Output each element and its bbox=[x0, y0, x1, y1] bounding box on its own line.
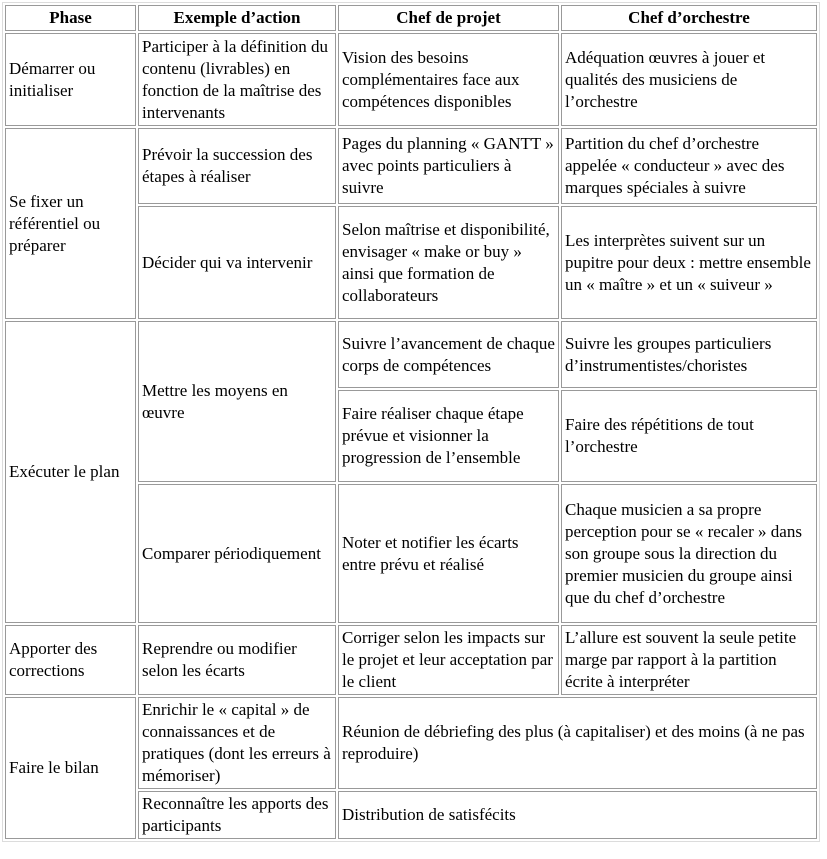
cell-merged-distribution-satisfecits: Distribution de satisfécits bbox=[338, 791, 817, 839]
cell-orchestre-interpretes-pupitre: Les interprètes suivent sur un pupitre pour deux : mettre ensemble un « maître » et un « suiveur » bbox=[561, 206, 817, 319]
header-cell-chef-d-orchestre: Chef d’orchestre bbox=[561, 5, 817, 31]
cell-projet-faire-realiser-etape: Faire réaliser chaque étape prévue et visionner la progression de l’ensemble bbox=[338, 390, 559, 482]
table-row bbox=[5, 33, 817, 126]
cell-action-reprendre-modifier: Reprendre ou modifier selon les écarts bbox=[138, 625, 336, 695]
table-row bbox=[5, 697, 817, 789]
cell-orchestre-repetitions-orchestre: Faire des répétitions de tout l’orchestre bbox=[561, 390, 817, 482]
phase-comparison-table bbox=[2, 2, 820, 842]
cell-projet-noter-notifier-ecarts: Noter et notifier les écarts entre prévu et réalisé bbox=[338, 484, 559, 623]
cell-projet-pages-planning-gantt: Pages du planning « GANTT » avec points particuliers à suivre bbox=[338, 128, 559, 204]
cell-projet-selon-maitrise: Selon maîtrise et disponibilité, envisager « make or buy » ainsi que formation de collaborateurs bbox=[338, 206, 559, 319]
cell-projet-suivre-avancement: Suivre l’avancement de chaque corps de compétences bbox=[338, 321, 559, 388]
cell-action-enrichir-capital: Enrichir le « capital » de connaissances et de pratiques (dont les erreurs à mémoriser) bbox=[138, 697, 336, 789]
header-row bbox=[5, 5, 817, 31]
cell-action-participer-definition: Participer à la définition du contenu (livrables) en fonction de la maîtrise des intervenants bbox=[138, 33, 336, 126]
cell-orchestre-suivre-groupes: Suivre les groupes particuliers d’instrumentistes/choristes bbox=[561, 321, 817, 388]
cell-action-prevoir-succession: Prévoir la succession des étapes à réaliser bbox=[138, 128, 336, 204]
cell-merged-reunion-debriefing: Réunion de débriefing des plus (à capitaliser) et des moins (à ne pas reproduire) bbox=[338, 697, 817, 789]
header-cell-exemple-action: Exemple d’action bbox=[138, 5, 336, 31]
table-row bbox=[5, 128, 817, 204]
cell-action-decider-intervenir: Décider qui va intervenir bbox=[138, 206, 336, 319]
cell-projet-corriger-impacts: Corriger selon les impacts sur le projet et leur acceptation par le client bbox=[338, 625, 559, 695]
cell-phase-faire-bilan: Faire le bilan bbox=[5, 697, 136, 839]
cell-orchestre-partition-conducteur: Partition du chef d’orchestre appelée « conducteur » avec des marques spéciales à suivre bbox=[561, 128, 817, 204]
cell-phase-se-fixer-referentiel: Se fixer un référentiel ou préparer bbox=[5, 128, 136, 319]
cell-projet-vision-besoins: Vision des besoins complémentaires face aux compétences disponibles bbox=[338, 33, 559, 126]
cell-action-mettre-moyens-oeuvre: Mettre les moyens en œuvre bbox=[138, 321, 336, 482]
cell-orchestre-chaque-musicien-recaler: Chaque musicien a sa propre perception pour se « recaler » dans son groupe sous la direction du premier musicien du groupe ainsi que du chef d’orchestre bbox=[561, 484, 817, 623]
cell-orchestre-adequation-oeuvres: Adéquation œuvres à jouer et qualités des musiciens de l’orchestre bbox=[561, 33, 817, 126]
cell-phase-executer-plan: Exécuter le plan bbox=[5, 321, 136, 623]
header-cell-chef-de-projet: Chef de projet bbox=[338, 5, 559, 31]
table-row bbox=[5, 625, 817, 695]
header-cell-phase: Phase bbox=[5, 5, 136, 31]
cell-action-comparer-periodiquement: Comparer périodiquement bbox=[138, 484, 336, 623]
cell-orchestre-allure-marge: L’allure est souvent la seule petite marge par rapport à la partition écrite à interpréter bbox=[561, 625, 817, 695]
table-row bbox=[5, 321, 817, 388]
cell-phase-demarrer-initialiser: Démarrer ou initialiser bbox=[5, 33, 136, 126]
cell-phase-apporter-corrections: Apporter des corrections bbox=[5, 625, 136, 695]
cell-action-reconnaitre-apports: Reconnaître les apports des participants bbox=[138, 791, 336, 839]
